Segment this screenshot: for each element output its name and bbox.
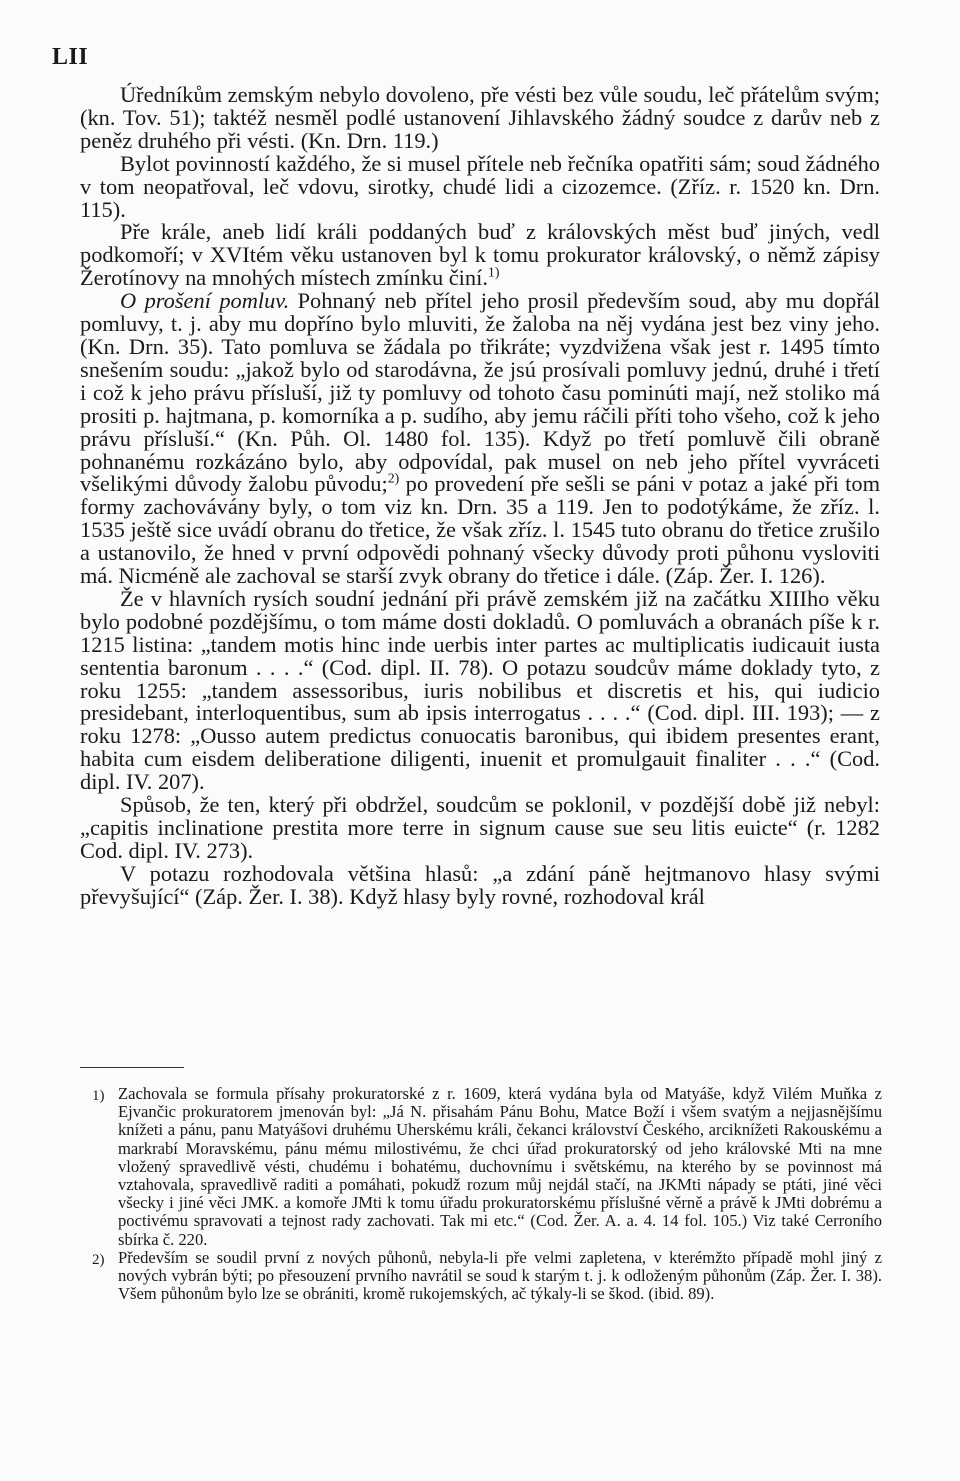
footnote-reference: 1) — [487, 265, 500, 281]
paragraph-text: Že v hlavních rysích soudní jednání při právě zemském již na začátku XIIIho věku bylo podobné pozdějšímu, o tom máme dosti dokladů. O pomluvách a obranách píše k r. 1215 listina: „tandem motis hinc inde uerbis inter partes ac multiplicatis iudicauit iusta sententia baronum . . . .“ (Cod. dipl. II. 78). O potazu soudcův máme doklady tyto, z roku 1255: „tandem assessoribus, iuris nobilibus et discretis et his, qui iudicio presidebant, interloquentibus, sum ab ipsis interrogatus . . . .“ (Cod. dipl. III. 193); — z roku 1278: „Ousso autem predictus conuocatis baronibus, qui ibidem presentes erant, habita cum eisdem deliberatione diligenti, inuenit et promulgauit finaliter . . .“ (Cod. dipl. IV. 207). — [80, 585, 880, 795]
paragraph-text: po provedení pře sešli se páni v potaz a jaké při tom formy zachovávány byly, o tom viz kn. Drn. 35 a 119. Jen to podotýkáme, že zříz. l. 1535 ještě sice uvádí obranu do třetice, že však zříz. l. 1545 tuto obranu do třetice zrušilo a ustanovilo, že hned v první odpovědi pohnaný všecky důvody proti půhonu vysloviti má. Nicméně ale zachoval se starší zvyk obrany do třetice i dále. (Záp. Žer. I. 126). — [80, 471, 881, 589]
paragraph-text: Spůsob, že ten, který při obdržel, soudcům se poklonil, v pozdější době již nebyl: „capitis inclinatione prestita more terre in signum cause sue seu litis euicte“ (r. 1282 Cod. dipl. IV. 273). — [80, 792, 880, 863]
paragraph-text: Bylot povinností každého, že si musel přítele neb řečníka opatřiti sám; soud žádného v tom neopatřoval, leč vdovu, sirotky, chudé lidi a cizozemce. (Zříz. r. 1520 kn. Drn. 115). — [80, 150, 880, 222]
paragraph — [80, 150, 880, 222]
paragraph — [80, 585, 880, 795]
paragraph — [80, 794, 880, 863]
paragraph — [80, 290, 880, 588]
main-text — [80, 84, 880, 909]
paragraph — [80, 84, 880, 153]
footnote-text: Zachovala se formula přísahy prokuratorské z r. 1609, která vydána byla od Matyáše, když Vilém Muňka z Ejvančic prokuratorem jmenován byl: „Já N. přisahám Pánu Bohu, Matce Boží i všem svatým a nejjasnějšímu knížeti a pánu, panu Matyášovi druhému Uherskému králi, čekanci království Českého, arciknížeti Rakouskému a markrabí Moravskému, pánu mému milostivému, že chci úřad prokuratorský od jeho královské Mti na mne vložený spravedlivě vésti, chudému i bohatému, duchovnímu i světskému, na kterého by se povinnost má vztahovala, spravedlivě raditi a pomáhati, pokudž rozum můj nejdál stačí, na JKMti nápady se ptáti, jiné věci všecky i jiné věci JMK. a komoře JMti k tomu úřadu prokuratorskému příslušné věrně a právě k JMti dobrému a poctivému spravovati a tejnost rady zachovati. Tak mi etc.“ (Cod. Žer. A. a. 4. 14 fol. 105.) Viz také Cerroního sbírka č. 220. — [118, 1084, 882, 1249]
footnote-divider — [80, 1067, 184, 1068]
footnote-marker: 2) — [92, 1251, 105, 1268]
paragraph-text: V potazu rozhodovala většina hlasů: „a zdání páně hejtmanovo hlasy svými převyšující“ (Záp. Žer. I. 38). Když hlasy byly rovné, rozhodoval král — [80, 860, 880, 909]
paragraph-text: Pře krále, aneb lidí králi poddaných buď z královských měst buď jiných, vedl podkomoří; v XVItém věku ustanoven byl k tomu prokurator královský, o němž zápisy Žerotínovy na mnohých místech zmínku činí. — [80, 219, 880, 291]
footnote-text: Především se soudil první z nových půhonů, nebyla-li pře velmi zapletena, v kterémžto případě mohl jiný z nových vybrán býti; po přesouzení prvního navrátil se soud k starým t. j. k odloženým půhonům (Záp. Žer. I. 38). Všem půhonům bylo lze se obrániti, kromě rukojemských, ač týkaly-li se škod. (ibid. 89). — [118, 1247, 882, 1304]
paragraph-text: Pohnaný neb přítel jeho prosil především soud, aby mu dopřál pomluvy, t. j. aby mu dopříno bylo mluviti, že žaloba na něj vydána jest bez viny jeho. (Kn. Drn. 35). Tato pomluva se žádala po třikráte; vyzdvižena však jest r. 1495 tímto snešením soudu: „jakož bylo od starodávna, že jsú prosívali pomluvy jednú, druhé i třetí i což k jeho právu přísluší, již ty pomluvy od tohoto času pominúti mají, než stoliko má prositi p. hajtmana, p. komorníka a p. sudího, aby jemu ráčili příti toho všeho, což k jeho právu přísluší.“ (Kn. Půh. Ol. 1480 fol. 135). Když po třetí pomluvě čili obraně pohnanému rozkázáno bylo, aby odpovídal, pak musel on neb jeho přítel vyvráceti všelikými důvody žalobu původu; — [80, 288, 880, 497]
footnotes — [92, 1084, 882, 1304]
paragraph — [80, 860, 880, 909]
footnote-marker: 1) — [92, 1088, 105, 1104]
page-number: LII — [52, 44, 89, 70]
footnote-reference: 2) — [387, 471, 400, 487]
footnote — [92, 1084, 882, 1249]
footnote — [92, 1247, 882, 1304]
paragraph-text: Úředníkům zemským nebylo dovoleno, pře vésti bez vůle soudu, leč přátelům svým; (kn. Tov. 51); taktéž nesměl podlé ustanovení Jihlavského žádný soudce z darův neb z peněz druhého při vésti. (Kn. Drn. 119.) — [80, 82, 880, 153]
paragraph — [80, 221, 880, 290]
section-lead: O prošení pomluv. — [120, 288, 290, 314]
